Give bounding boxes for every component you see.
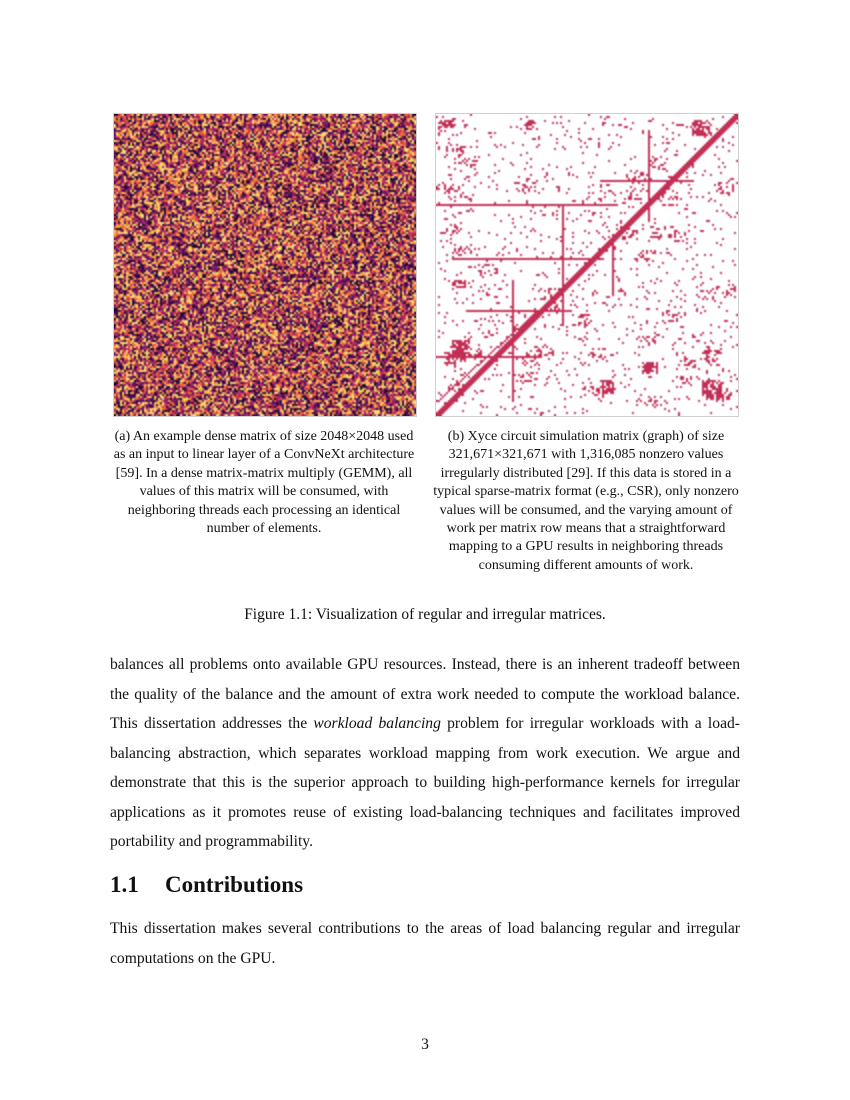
emphasis-workload-balancing: workload balancing	[313, 715, 441, 732]
subcaption-b: (b) Xyce circuit simulation matrix (graph) of size 321,671×321,671 with 1,316,085 nonzero values irregularly distributed [29]. If this data is stored in a typical sparse-matrix format (e.g., CSR), only nonzero values will be consumed, and the varying amount of work per matrix row means that a straightforward mapping to a GPU results in neighboring threads consuming different amounts of work.	[433, 429, 739, 573]
body-text-end: problem for irregular workloads with a load-balancing abstraction, which separates workload mapping from work execution. We argue and demonstrate that this is the superior approach to building high-performance kernels for irregular applications as it promotes reuse of existing load-balancing techniques and facilitates improved portability and programmability.	[110, 715, 740, 850]
body-text-start: balances all problems onto available GPU resources. Instead, there is an inherent tradeoff between the quality of the balance and the amount of extra work needed to compute the workload balance. This dissertation addresses the	[110, 656, 740, 732]
section-heading	[110, 872, 303, 898]
body-paragraph	[110, 650, 740, 857]
sparse-matrix-image	[436, 114, 738, 416]
subcaption-a: (a) An example dense matrix of size 2048×2048 used as an input to linear layer of a ConvNeXt architecture [59]. In a dense matrix-matrix multiply (GEMM), all values of this matrix will be consumed, with neighboring threads each processing an identical number of elements.	[113, 429, 415, 537]
page-number: 3	[421, 1036, 429, 1053]
section-title: Contributions	[165, 872, 304, 897]
section-number: 1.1	[110, 872, 139, 897]
sparse-matrix-figure	[435, 113, 739, 417]
dense-matrix-figure	[113, 113, 417, 417]
figure-caption: Figure 1.1: Visualization of regular and irregular matrices.	[244, 606, 606, 623]
dense-matrix-image	[114, 114, 416, 416]
contributions-paragraph: This dissertation makes several contributions to the areas of load balancing regular and irregular computations on the GPU.	[110, 920, 740, 967]
